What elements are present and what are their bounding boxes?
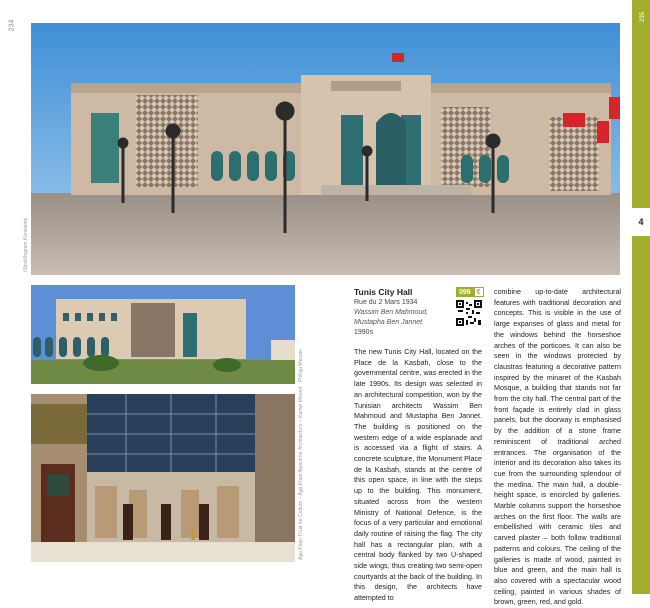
entry-architects-1: Wassim Ben Mahmoud,	[354, 309, 429, 316]
right-page-number: 235	[639, 11, 646, 23]
interior-photo-illustration	[31, 394, 295, 562]
qr-code-icon	[456, 300, 482, 326]
exterior-photo-illustration	[31, 285, 295, 384]
body-text-column-2: combine up-to-date architectural features with traditional decoration and concepts. This is visible in the use of large expanses of glass and metal for the windows behind the horseshoe arches of the porticoes. It can also be seen in the windows protected by claustras featuring a decorative pattern inspired by the minaret of the Kasbah Mosque, a building that stands not far from the city hall. The central part of the front façade is entirely clad in glass panels, but the doorway is emphasised by the addition of a stone frame reminiscent of traditional arched entrances. The organisation of the interior and its decoration also takes its cue from the surrounding splendour of the medina. The main hall, a double-height space, is encircled by galleries. Marble columns support the horseshoe arches on the first floor. The walls are embellished with ceramic tiles and carved plaster – both follow traditional patterns and colours. The ceiling of the galleries is made of wood, painted in blue and green, and the main hall is also covered with a spectacular wood ceiling, painted in various shades of brown, green, red, and gold.	[494, 288, 621, 607]
body-text-column-1: The new Tunis City Hall, located on the Place de la Kasbah, close to the governmental centre, was erected in the late 1990s. Its design was selected in an architectural competition, won by the Tunisian architects Wassim Ben Mahmoud and Mustapha Ben Jannet. The building is positioned on the western edge of a wide esplanade and is accessed via a flight of stairs. A concrete sculpture, the Monument Place de la Kasbah, stands at the centre of this open space, in line with the steps up to the building. This monument, situated across from the western Ministry of National Defence, is the focus of a very particular and emotional daily routine of raising the flag. The city hall has a rectangular plan, with a central body flanked by two U-shaped side wings, thus creating two semi-open courtyards at the back of the building. In this design, the architects have attempted to	[354, 348, 482, 603]
entry-title: Tunis City Hall	[354, 287, 413, 297]
entry-address: Rue du 2 Mars 1934	[354, 299, 418, 306]
bottom-photo-credit: Aga Khan Trust for Culture – Aga Khan Award for Architecture – Kamel Moued	[298, 386, 304, 560]
interior-photo	[31, 394, 295, 562]
entry-number-badge	[456, 287, 484, 297]
hero-photo-credit: iStock/Ingram Konstanty	[23, 217, 29, 272]
hero-photo-illustration	[31, 23, 620, 275]
entry-decade: 1990s	[354, 329, 374, 336]
middle-photo-credit: Philipp Meuser	[298, 348, 304, 382]
exterior-photo	[31, 285, 295, 384]
entry-details	[354, 298, 428, 338]
euro-icon: €	[474, 287, 484, 297]
left-page-number: 234	[8, 19, 16, 32]
section-tab-marker: 4	[632, 208, 650, 236]
entry-architects-2: Mustapha Ben Jannet	[354, 319, 423, 326]
hero-photo-city-hall	[31, 23, 620, 275]
section-sidebar	[632, 0, 650, 594]
entry-number: 099	[459, 288, 471, 296]
